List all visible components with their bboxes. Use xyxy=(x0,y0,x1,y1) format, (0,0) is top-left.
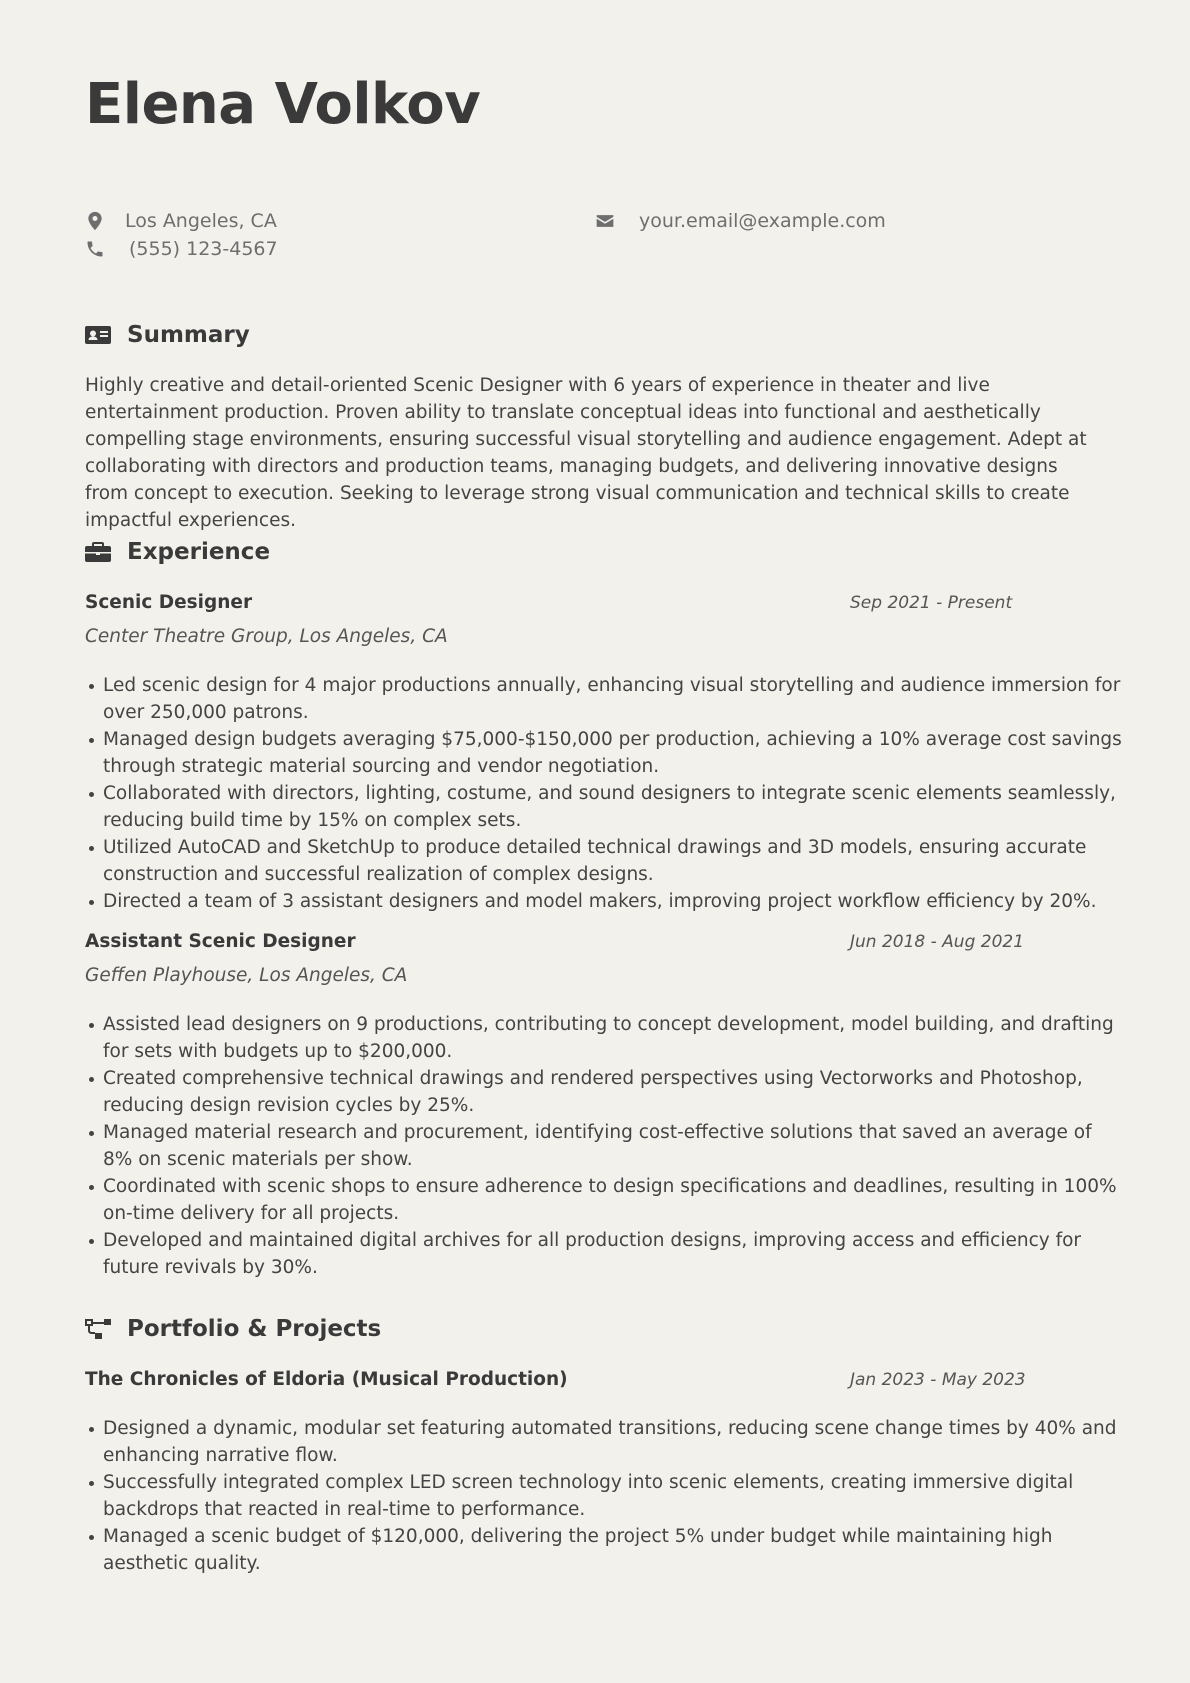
contact-location xyxy=(85,210,277,232)
job-title: Assistant Scenic Designer xyxy=(85,931,356,952)
project-dates: Jan 2023 - May 2023 xyxy=(850,1370,1026,1390)
bullet-item: Managed material research and procurement, identifying cost-effective solutions that saved an average of 8% on scenic materials per show. xyxy=(103,1119,1123,1173)
job-organization: Geffen Playhouse, Los Angeles, CA xyxy=(85,965,408,986)
job-dates: Sep 2021 - Present xyxy=(850,593,1013,613)
bullet-item: Managed design budgets averaging $75,000-$150,000 per production, achieving a 10% average cost savings through strategic material sourcing and vendor negotiation. xyxy=(103,726,1123,780)
briefcase-icon xyxy=(85,540,111,564)
experience-heading-text: Experience xyxy=(127,539,271,565)
bullet-item: Successfully integrated complex LED screen technology into scenic elements, creating immersive digital backdrops that reacted in real-time to performance. xyxy=(103,1469,1123,1523)
candidate-name: Elena Volkov xyxy=(85,72,481,137)
contact-email xyxy=(595,210,886,232)
map-marker-icon xyxy=(85,211,105,231)
email-text[interactable]: your.email@example.com xyxy=(639,210,886,232)
summary-heading xyxy=(85,322,250,348)
bullet-item: Collaborated with directors, lighting, costume, and sound designers to integrate scenic elements seamlessly, reducing build time by 15% on complex sets. xyxy=(103,780,1123,834)
location-text: Los Angeles, CA xyxy=(125,210,277,232)
summary-heading-text: Summary xyxy=(127,322,250,348)
id-card-icon xyxy=(85,323,111,347)
experience-heading xyxy=(85,539,270,565)
bullet-item: Utilized AutoCAD and SketchUp to produce detailed technical drawings and 3D models, ensuring accurate construction and successful realization of complex designs. xyxy=(103,834,1123,888)
bullet-item: Led scenic design for 4 major productions annually, enhancing visual storytelling and audience immersion for over 250,000 patrons. xyxy=(103,672,1123,726)
summary-text: Highly creative and detail-oriented Scenic Designer with 6 years of experience in theater and live entertainment production. Proven ability to translate conceptual ideas into functional and aesthetically compelling stage environments, ensuring successful visual storytelling and audience engagement. Adept at collaborating with directors and production teams, managing budgets, and delivering innovative designs from concept to execution. Seeking to leverage strong visual communication and technical skills to create impactful experiences. xyxy=(85,375,1087,531)
bullet-item: Coordinated with scenic shops to ensure adherence to design specifications and deadlines, resulting in 100% on-time delivery for all projects. xyxy=(103,1173,1123,1227)
envelope-icon xyxy=(595,211,615,231)
bullet-item: Designed a dynamic, modular set featuring automated transitions, reducing scene change times by 40% and enhancing narrative flow. xyxy=(103,1415,1123,1469)
job-organization: Center Theatre Group, Los Angeles, CA xyxy=(85,626,448,647)
project-diagram-icon xyxy=(85,1317,111,1341)
project-bullets xyxy=(85,1415,1123,1577)
contact-block xyxy=(85,210,1105,270)
bullet-item: Assisted lead designers on 9 productions, contributing to concept development, model building, and drafting for sets with budgets up to $200,000. xyxy=(103,1011,1123,1065)
bullet-item: Developed and maintained digital archives for all production designs, improving access and efficiency for future revivals by 30%. xyxy=(103,1227,1123,1281)
project-title: The Chronicles of Eldoria (Musical Production) xyxy=(85,1369,568,1390)
bullet-item: Managed a scenic budget of $120,000, delivering the project 5% under budget while maintaining high aesthetic quality. xyxy=(103,1523,1123,1577)
job-bullets xyxy=(85,672,1123,915)
bullet-item: Directed a team of 3 assistant designers and model makers, improving project workflow efficiency by 20%. xyxy=(103,888,1123,915)
job-bullets xyxy=(85,1011,1123,1281)
portfolio-heading xyxy=(85,1316,381,1342)
phone-icon xyxy=(85,239,105,259)
portfolio-heading-text: Portfolio & Projects xyxy=(127,1316,382,1342)
phone-text: (555) 123-4567 xyxy=(129,238,278,260)
job-dates: Jun 2018 - Aug 2021 xyxy=(850,932,1025,952)
job-title: Scenic Designer xyxy=(85,592,253,613)
contact-phone xyxy=(85,238,278,260)
bullet-item: Created comprehensive technical drawings and rendered perspectives using Vectorworks and Photoshop, reducing design revision cycles by 25%. xyxy=(103,1065,1123,1119)
